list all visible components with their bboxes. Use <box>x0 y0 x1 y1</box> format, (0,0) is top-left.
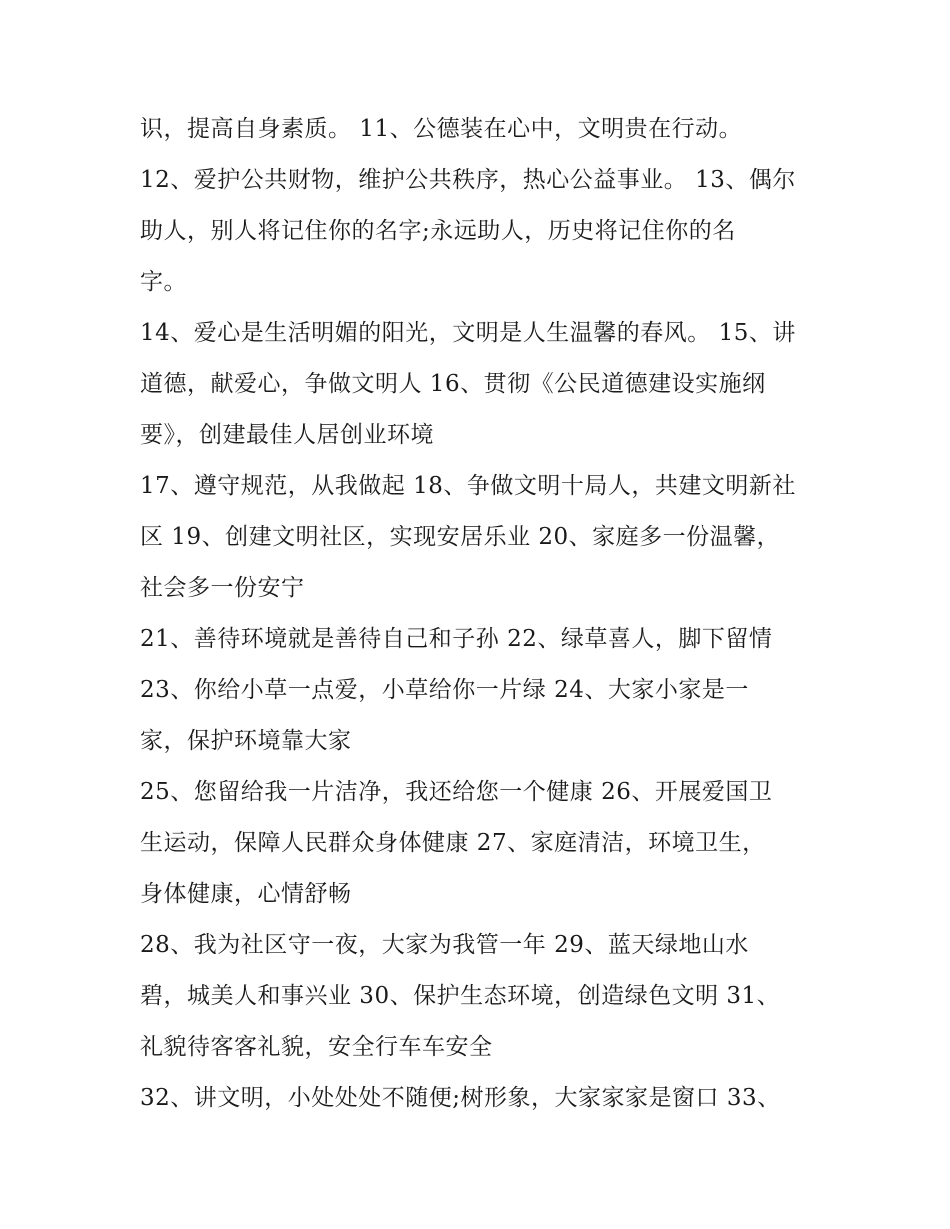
text-line: 道德，献爱心，争做文明人 16、贯彻《公民道德建设实施纲 <box>140 371 766 397</box>
text-line: 21、善待环境就是善待自己和子孙 22、绿草喜人，脚下留情 <box>140 626 773 652</box>
text-line: 身体健康，心情舒畅 <box>140 881 352 907</box>
text-line: 碧，城美人和事兴业 30、保护生态环境，创造绿色文明 31、 <box>140 983 781 1009</box>
text-line: 社会多一份安宁 <box>140 575 305 601</box>
text-line: 识，提高自身素质。 11、公德装在心中，文明贵在行动。 <box>140 116 743 142</box>
text-line: 12、爱护公共财物，维护公共秩序，热心公益事业。 13、偶尔 <box>140 167 796 193</box>
text-line: 助人，别人将记住你的名字;永远助人，历史将记住你的名 <box>140 218 736 244</box>
text-line: 25、您留给我一片洁净，我还给您一个健康 26、开展爱国卫 <box>140 779 773 805</box>
text-line: 17、遵守规范，从我做起 18、争做文明十局人，共建文明新社 <box>140 473 796 499</box>
text-line: 要》，创建最佳人居创业环境 <box>140 422 434 448</box>
text-line: 28、我为社区守一夜，大家为我管一年 29、蓝天绿地山水 <box>140 932 749 958</box>
text-line: 礼貌待客客礼貌，安全行车车安全 <box>140 1034 493 1060</box>
text-line: 家，保护环境靠大家 <box>140 728 352 754</box>
text-line: 14、爱心是生活明媚的阳光，文明是人生温馨的春风。 15、讲 <box>140 320 796 346</box>
text-line: 区 19、创建文明社区，实现安居乐业 20、家庭多一份温馨， <box>140 524 781 550</box>
text-line: 23、你给小草一点爱，小草给你一片绿 24、大家小家是一 <box>140 677 749 703</box>
document-body <box>140 104 820 1124</box>
text-line: 生运动，保障人民群众身体健康 27、家庭清洁，环境卫生， <box>140 830 766 856</box>
text-line: 字。 <box>140 269 187 295</box>
text-line: 32、讲文明，小处处处不随便;树形象，大家家家是窗口 33、 <box>140 1085 781 1111</box>
